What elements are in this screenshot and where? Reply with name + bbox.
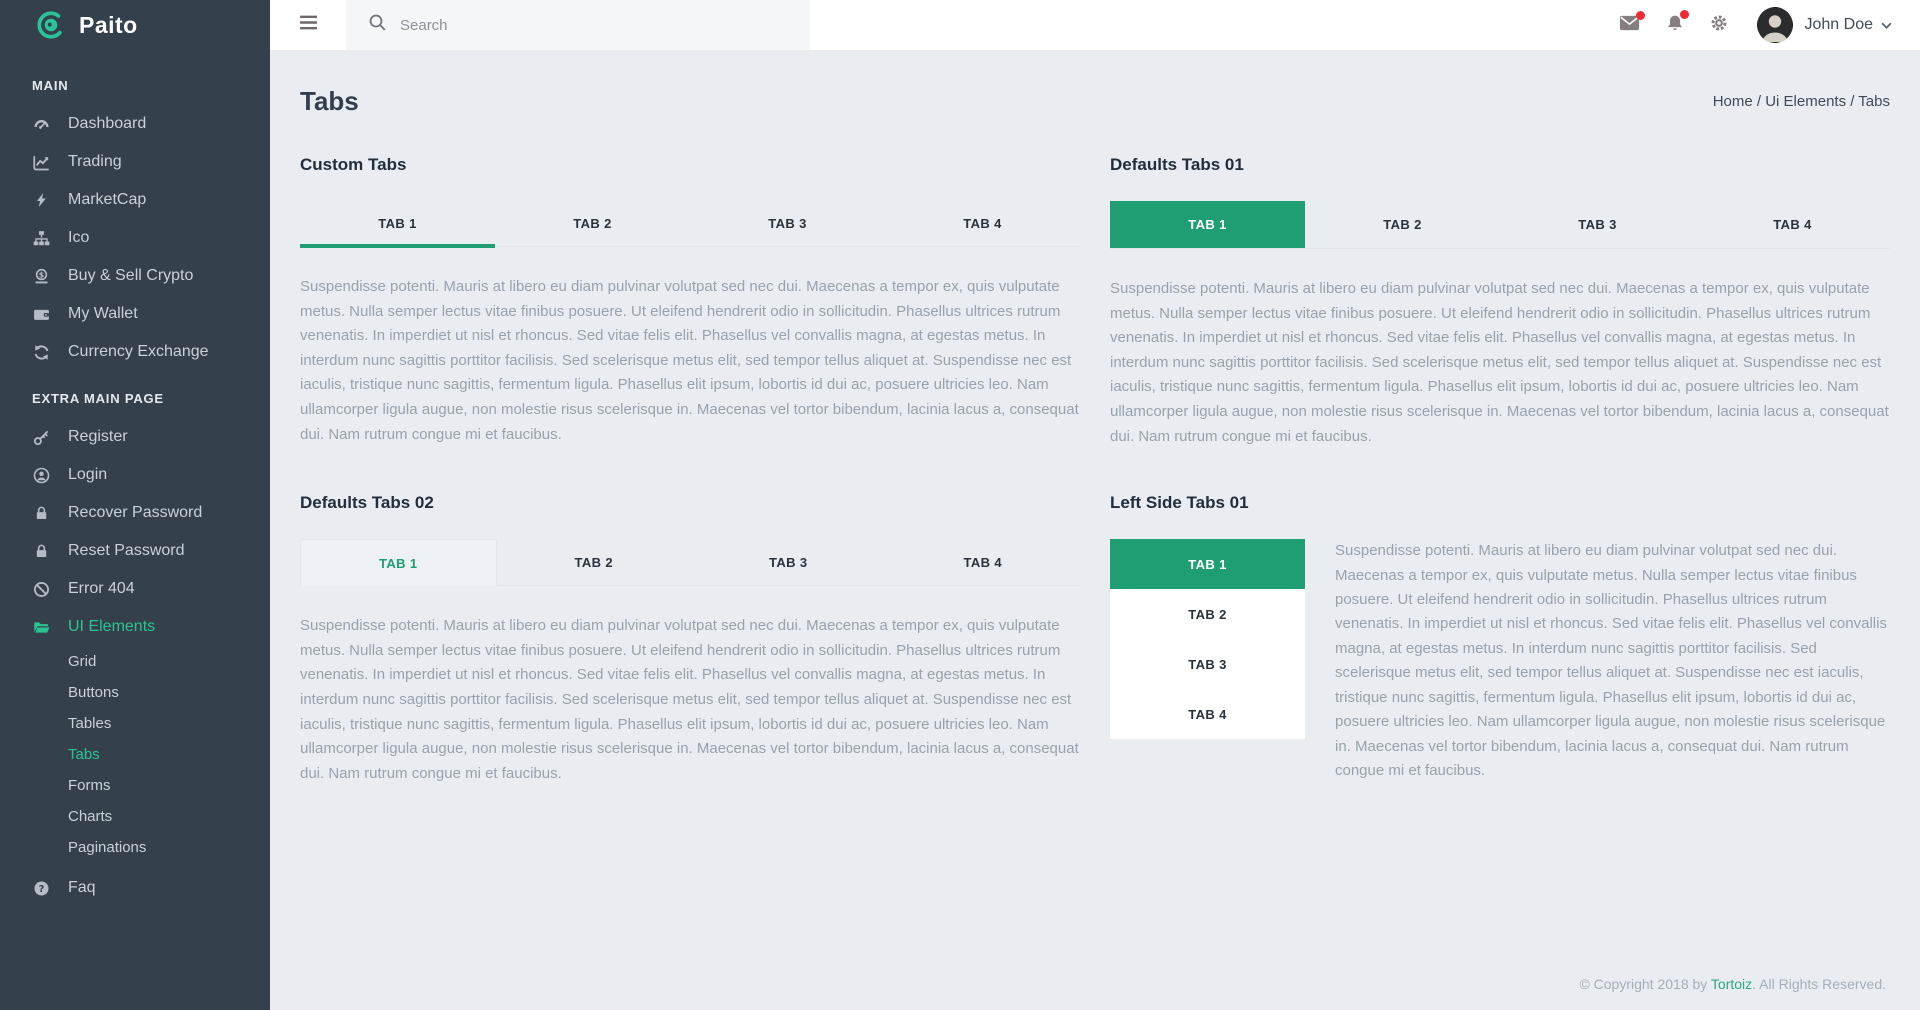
tab-1[interactable]: TAB 1 [300,539,497,586]
chart-line-icon [32,154,51,171]
panel-left-side-tabs-01 [1110,493,1890,786]
tab-3[interactable]: TAB 3 [768,216,807,231]
sidebar-item-label: MarketCap [68,191,147,208]
sidebar-item-marketcap[interactable] [0,181,270,219]
search-bar [346,0,810,50]
exchange-icon [32,344,51,361]
panel-custom-tabs [300,155,1080,449]
sidebar-item-label: Buy & Sell Crypto [68,267,194,284]
sidebar-item-label: Faq [68,879,96,896]
copyright-text: © Copyright 2018 by [1579,976,1711,992]
tab-panel-text: Suspendisse potenti. Mauris at libero eu diam pulvinar volutpat sed nec dui. Maecenas a tempor ex, quis vulputate metus. Nulla semper lectus vitae finibus posuere. Ut eleifend hendrerit odio in sollicitudin. Phasellus ultrices rutrum venenatis. In imperdiet ut nisl et rhoncus. Sed vitae felis elit. Phasellus vel convallis magna, at egestas metus. In interdum nunc sagittis porttitor facilisis. Sed scelerisque metus elit, sed tempor tellus aliquet at. Suspendisse nec est iaculis, tristique nunc sagittis, fermentum ligula. Phasellus elit ipsum, lobortis id dui ac, posuere ultricies leo. Nam ullamcorper ligula augue, non molestie risus scelerisque in. Maecenas vel tortor bibendum, lacinia lacus a, consequat dui. Nam rutrum congue mi et faucibus. [300,617,1079,782]
topbar [270,0,1920,50]
folder-open-icon [32,619,51,636]
nav-section-main-label: MAIN [32,78,69,93]
submenu-item-charts[interactable]: Charts [68,808,113,825]
tab-panel-text: Suspendisse potenti. Mauris at libero eu diam pulvinar volutpat sed nec dui. Maecenas a tempor ex, quis vulputate metus. Nulla semper lectus vitae finibus posuere. Ut eleifend hendrerit odio in sollicitudin. Phasellus ultrices rutrum venenatis. In imperdiet ut nisl et rhoncus. Sed vitae felis elit. Phasellus vel convallis magna, at egestas metus. In interdum nunc sagittis porttitor facilisis. Sed scelerisque metus elit, sed tempor tellus aliquet at. Suspendisse nec est iaculis, tristique nunc sagittis, fermentum ligula. Phasellus elit ipsum, lobortis id dui ac, posuere ultricies leo. Nam ullamcorper ligula augue, non molestie risus scelerisque in. Maecenas vel tortor bibendum, lacinia lacus a, consequat dui. Nam rutrum congue mi et faucibus. [1110,280,1889,445]
tab-panel-text: Suspendisse potenti. Mauris at libero eu diam pulvinar volutpat sed nec dui. Maecenas a tempor ex, quis vulputate metus. Nulla semper lectus vitae finibus posuere. Ut eleifend hendrerit odio in sollicitudin. Phasellus ultrices rutrum venenatis. In imperdiet ut nisl et rhoncus. Sed vitae felis elit. Phasellus vel convallis magna, at egestas metus. In interdum nunc sagittis porttitor facilisis. Sed scelerisque metus elit, sed tempor tellus aliquet at. Suspendisse nec est iaculis, tristique nunc sagittis, fermentum ligula. Phasellus elit ipsum, lobortis id dui ac, posuere ultricies leo. Nam ullamcorper ligula augue, non molestie risus scelerisque in. Maecenas vel tortor bibendum, lacinia lacus a, consequat dui. Nam rutrum congue mi et faucibus. [300,278,1079,443]
panel-defaults-tabs-01 [1110,155,1890,449]
sidebar-toggle-button[interactable] [270,0,346,50]
sidebar-item-error-404[interactable] [0,570,270,608]
tab-1[interactable]: TAB 1 [1110,539,1305,589]
question-circle-icon [32,880,51,897]
page-header [300,86,1890,117]
sidebar-item-dashboard[interactable] [0,105,270,143]
sidebar-item-label: Register [68,428,128,445]
ban-icon [32,581,51,598]
tab-4[interactable]: TAB 4 [1188,706,1227,722]
footer-brand-link[interactable]: Tortoiz [1710,976,1753,992]
custom-tabs-nav [300,201,1080,247]
svg-text:$: $ [38,269,45,279]
search-input[interactable] [400,17,730,34]
speedometer-icon [32,116,51,133]
sidebar-item-label: Ico [68,229,90,246]
sidebar-nav [0,50,270,907]
sidebar-item-my-wallet[interactable] [0,295,270,333]
submenu-item-tabs[interactable]: Tabs [68,746,100,763]
tab-4[interactable]: TAB 4 [963,216,1002,231]
notifications-badge [1680,10,1689,19]
submenu-item-paginations[interactable]: Paginations [68,839,147,856]
submenu-item-forms[interactable]: Forms [68,777,111,794]
gear-icon [1710,14,1728,37]
tab-4[interactable]: TAB 4 [963,554,1003,570]
chevron-down-icon[interactable] [1881,22,1892,29]
user-circle-icon [32,467,51,484]
sidebar-item-trading[interactable] [0,143,270,181]
bolt-icon [32,192,51,209]
submenu-item-tables[interactable]: Tables [68,715,112,732]
dollar-icon [32,268,51,285]
tab-2[interactable]: TAB 2 [574,554,614,570]
tab-2[interactable]: TAB 2 [1383,217,1422,232]
paito-logo-icon [36,10,66,40]
sidebar-item-label: Error 404 [68,580,135,597]
left-side-tabs-wrap [1110,539,1890,783]
sidebar-item-currency-exchange[interactable] [0,333,270,371]
sidebar-item-reset-password[interactable] [0,532,270,570]
sidebar [0,0,270,1010]
sidebar-item-login[interactable] [0,456,270,494]
sidebar-item-label: Dashboard [68,115,147,132]
page-title: Tabs [300,86,359,116]
nav-section-extra-label: EXTRA MAIN PAGE [32,391,164,406]
panel-title: Custom Tabs [300,155,407,174]
panel-title: Defaults Tabs 02 [300,493,434,513]
tab-1[interactable]: TAB 1 [300,201,495,246]
sidebar-item-label: Recover Password [68,504,203,521]
submenu-item-grid[interactable]: Grid [68,653,97,670]
main-area [270,0,1920,1010]
sitemap-icon [32,230,51,247]
left-side-tabs-nav [1110,539,1305,739]
tab-2[interactable]: TAB 2 [1188,606,1227,622]
tab-3[interactable]: TAB 3 [1188,656,1227,672]
tab-1[interactable]: TAB 1 [1110,201,1305,248]
defaults-tabs-01-nav [1110,201,1890,249]
tab-4[interactable]: TAB 4 [1773,217,1812,232]
sidebar-item-label: Reset Password [68,542,185,559]
footer [300,958,1890,1010]
lock-icon [32,505,51,522]
sidebar-item-buy-sell-crypto[interactable] [0,257,270,295]
avatar[interactable] [1757,7,1793,43]
ui-elements-submenu [0,646,270,863]
notifications-button[interactable] [1666,14,1684,37]
messages-button[interactable] [1619,15,1640,36]
search-icon [368,13,387,37]
panel-title: Left Side Tabs 01 [1110,493,1249,513]
tab-2[interactable]: TAB 2 [573,216,612,231]
sidebar-item-faq[interactable] [0,869,270,907]
panels-grid [300,155,1890,786]
submenu-item-buttons[interactable]: Buttons [68,684,119,701]
defaults-tabs-02-nav [300,539,1080,586]
sidebar-item-recover-password[interactable] [0,494,270,532]
wallet-icon [32,306,51,323]
panel-title: Defaults Tabs 01 [1110,155,1244,174]
lock-icon [32,543,51,560]
messages-badge [1636,11,1645,20]
sidebar-item-ui-elements[interactable] [0,608,270,646]
brand-logo[interactable] [0,0,270,50]
sidebar-item-register[interactable] [0,418,270,456]
key-icon [32,429,51,446]
hamburger-icon [299,15,318,35]
page-content [270,50,1920,1010]
panel-defaults-tabs-02 [300,493,1080,786]
sidebar-item-ico[interactable] [0,219,270,257]
brand-name: Paito [79,11,138,38]
rights-text: . All Rights Reserved. [1752,976,1886,992]
breadcrumb[interactable]: Home / Ui Elements / Tabs [1712,93,1890,110]
sidebar-item-label: My Wallet [68,305,138,322]
settings-button[interactable] [1710,14,1728,37]
sidebar-item-label: Login [68,466,108,483]
tab-panel-text: Suspendisse potenti. Mauris at libero eu diam pulvinar volutpat sed nec dui. Maecenas a tempor ex, quis vulputate metus. Nulla semper lectus vitae finibus posuere. Ut eleifend hendrerit odio in sollicitudin. Phasellus ultrices rutrum venenatis. In imperdiet ut nisl et rhoncus. Sed vitae felis elit. Phasellus vel convallis magna, at egestas metus. In interdum nunc sagittis porttitor facilisis. Sed scelerisque metus elit, sed tempor tellus aliquet at. Suspendisse nec est iaculis, tristique nunc sagittis, fermentum ligula. Phasellus elit ipsum, lobortis id dui ac, posuere ultricies leo. Nam ullamcorper ligula augue, non molestie risus scelerisque in. Maecenas vel tortor bibendum, lacinia lacus a, consequat dui. Nam rutrum congue mi et faucibus. [1335,542,1887,780]
tab-3[interactable]: TAB 3 [768,554,808,570]
sidebar-item-label: Currency Exchange [68,343,209,360]
sidebar-item-label: Trading [68,153,122,170]
user-name[interactable]: John Doe [1804,16,1873,33]
tab-3[interactable]: TAB 3 [1578,217,1617,232]
svg-text:?: ? [38,883,45,895]
sidebar-item-label: UI Elements [68,618,156,635]
